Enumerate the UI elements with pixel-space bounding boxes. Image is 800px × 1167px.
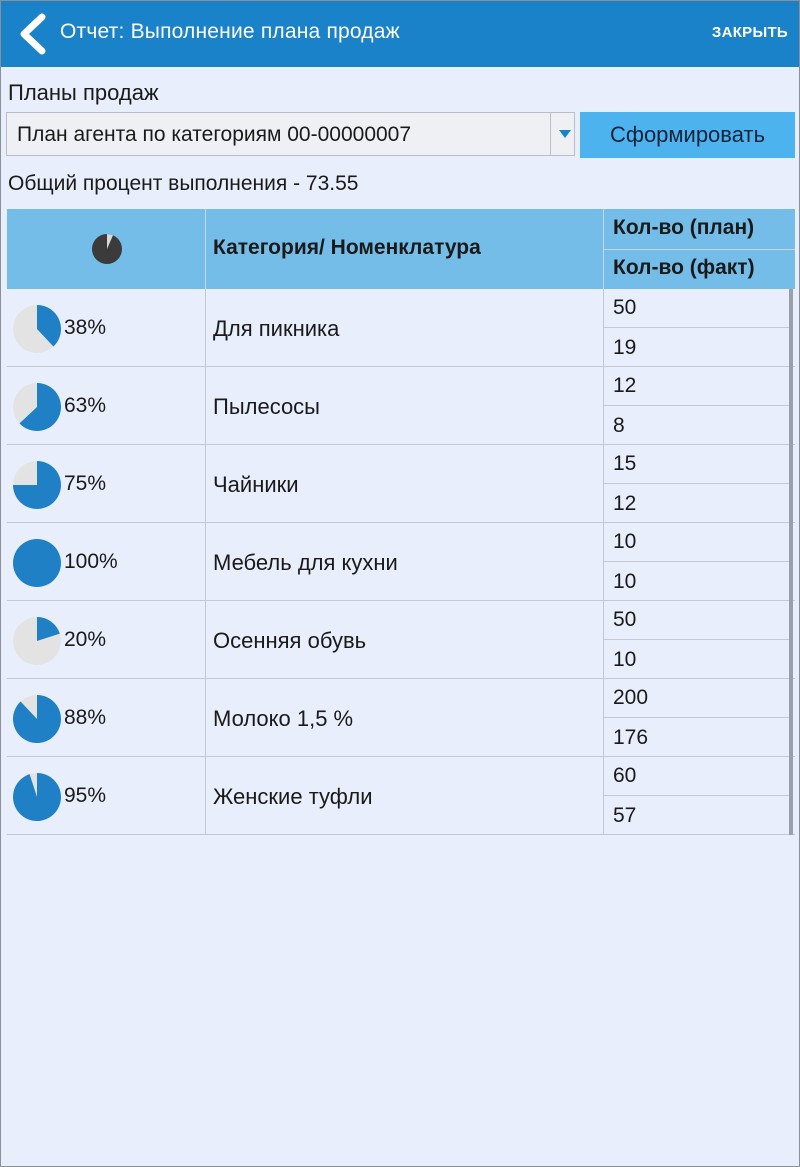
header-divider [205, 209, 206, 289]
row-qty-fact: 57 [613, 804, 637, 827]
row-divider [205, 523, 206, 601]
row-category: Осенняя обувь [213, 628, 367, 653]
row-qty-fact: 10 [613, 570, 637, 593]
row-divider [205, 601, 206, 679]
row-divider [205, 757, 206, 835]
row-qty-fact: 176 [613, 726, 649, 749]
row-qty-fact: 10 [613, 648, 637, 671]
row-qty-fact: 19 [613, 336, 637, 359]
table-row[interactable] [7, 679, 795, 757]
plan-select[interactable] [6, 112, 575, 156]
row-qty-fact: 8 [613, 414, 625, 437]
scrollbar[interactable] [789, 679, 793, 757]
row-category: Женские туфли [213, 784, 373, 809]
pie-slice [13, 695, 61, 743]
row-qty-plan: 60 [613, 764, 637, 787]
row-percent: 95% [64, 784, 107, 807]
row-divider [603, 679, 604, 757]
row-qty-plan: 200 [613, 686, 649, 709]
header-qty-fact: Кол-во (факт) [613, 256, 755, 279]
row-divider [205, 679, 206, 757]
scrollbar[interactable] [789, 601, 793, 679]
row-divider [603, 445, 604, 523]
back-button[interactable] [14, 12, 54, 56]
row-divider [604, 795, 789, 796]
row-divider [205, 289, 206, 367]
total-completion-text: Общий процент выполнения - 73.55 [8, 172, 359, 195]
row-category: Для пикника [213, 316, 340, 341]
row-category: Чайники [213, 472, 299, 497]
dropdown-arrow-icon[interactable] [557, 127, 573, 141]
build-report-button[interactable]: Сформировать [580, 112, 795, 158]
scrollbar[interactable] [789, 757, 793, 835]
table-row[interactable] [7, 289, 795, 367]
row-percent: 88% [64, 706, 107, 729]
row-qty-plan: 50 [613, 296, 637, 319]
row-qty-plan: 15 [613, 452, 637, 475]
row-divider [205, 445, 206, 523]
table-header [7, 209, 795, 289]
progress-pie-icon [12, 304, 62, 354]
row-divider [603, 601, 604, 679]
row-divider [604, 561, 789, 562]
row-divider [604, 717, 789, 718]
pie-chart-icon [91, 233, 123, 265]
header-divider [604, 249, 795, 250]
row-percent: 38% [64, 316, 107, 339]
progress-pie-icon [12, 382, 62, 432]
row-category: Мебель для кухни [213, 550, 398, 575]
app-bar [0, 0, 800, 67]
row-divider [604, 327, 789, 328]
row-percent: 63% [64, 394, 107, 417]
scrollbar[interactable] [789, 367, 793, 445]
scrollbar[interactable] [789, 445, 793, 523]
row-qty-plan: 10 [613, 530, 637, 553]
row-percent: 20% [64, 628, 107, 651]
progress-pie-icon [12, 772, 62, 822]
header-qty-plan: Кол-во (план) [613, 216, 755, 239]
row-category: Пылесосы [213, 394, 320, 419]
row-divider [205, 367, 206, 445]
select-divider [550, 113, 551, 155]
row-divider [603, 367, 604, 445]
header-category: Категория/ Номенклатура [213, 236, 481, 259]
table-row[interactable] [7, 757, 795, 835]
row-divider [603, 523, 604, 601]
row-qty-plan: 12 [613, 374, 637, 397]
progress-pie-icon [12, 694, 62, 744]
table-row[interactable] [7, 367, 795, 445]
row-percent: 100% [64, 550, 118, 573]
scrollbar[interactable] [789, 523, 793, 601]
plans-label: Планы продаж [8, 80, 159, 105]
page-title: Отчет: Выполнение плана продаж [60, 20, 400, 43]
scrollbar[interactable] [789, 289, 793, 367]
row-divider [604, 639, 789, 640]
table-row[interactable] [7, 601, 795, 679]
table-row[interactable] [7, 523, 795, 601]
row-divider [603, 757, 604, 835]
progress-pie-icon [12, 616, 62, 666]
row-percent: 75% [64, 472, 107, 495]
progress-pie-icon [12, 538, 62, 588]
progress-pie-icon [12, 460, 62, 510]
table-row[interactable] [7, 445, 795, 523]
plan-select-value: План агента по категориям 00-00000007 [17, 123, 412, 146]
row-divider [604, 483, 789, 484]
row-divider [603, 289, 604, 367]
row-divider [604, 405, 789, 406]
row-qty-plan: 50 [613, 608, 637, 631]
chevron-left-icon [14, 12, 54, 56]
report-table [7, 209, 795, 835]
close-button[interactable]: ЗАКРЫТЬ [711, 24, 788, 41]
row-qty-fact: 12 [613, 492, 637, 515]
row-category: Молоко 1,5 % [213, 706, 354, 731]
pie-slice [13, 539, 61, 587]
